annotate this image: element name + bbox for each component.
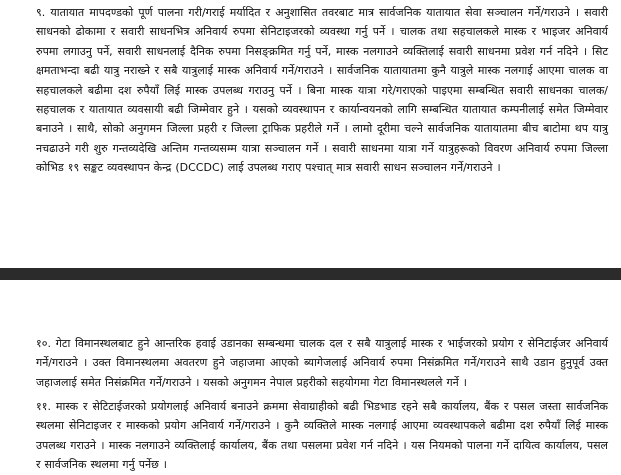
list-item-9 <box>36 3 608 178</box>
list-item-number: १०. <box>36 337 56 350</box>
list-item-text: यातायात मापदण्डको पूर्ण पालना गरी/गराई मर्यादित र अनुशासित तवरबाट मात्र सार्वजनिक यातायात सेवा सञ्चालन गर्ने/गराउने । सवारी साधनको ढोकामा र सवारी साधनभित्र अनिवार्य रुपमा सेनिटाइजरको व्यवस्था गर्नु पर्ने । चालक तथा सहचालकले मास्क र भाइजर अनिवार्य रुपमा लगाउनु पर्ने, सवारी साधनलाई दैनिक रुपमा निसङ्क्रमित गर्नु पर्ने, मास्क नलगाउने व्यक्तिलाई सवारी साधनमा प्रवेश गर्न नदिने । सिट क्षमताभन्दा बढी यात्रु नराख्ने र सबै यात्रुलाई मास्क अनिवार्य गर्ने/गराउने । सार्वजनिक यातायातमा कुनै यात्रुले मास्क नलगाई आएमा चालक वा सहचालकले बढीमा दश रुपैयाँ लिई मास्क उपलब्ध गराउनु पर्ने । बिना मास्क यात्रा गरे/गराएको पाइएमा सम्बन्धित सवारी साधनका चालक/सहचालक र यातायात व्यवसायी बढी जिम्मेवार हुने । यसको व्यवस्थापन र कार्यान्वयनको लागि सम्बन्धित यातायात कम्पनीलाई समेत जिम्मेवार बनाउने । साथै, सोको अनुगमन जिल्ला प्रहरी र जिल्ला ट्राफिक प्रहरीले गर्ने । लामो दूरीमा चल्ने सार्वजनिक यातायातमा बीच बाटोमा थप यात्रु नचढाउने गरी शुरु गन्तव्यदेखि अन्तिम गन्तव्यसम्म यात्रा सञ्चालन गर्ने । सवारी साधनमा यात्रा गर्ने यात्रुहरूको विवरण अनिवार्य रुपमा जिल्ला कोभिड १९ सङ्कट व्यवस्थापन केन्द्र (DCCDC) लाई उपलब्ध गराए पश्चात् मात्र सवारी साधन सञ्चालन गर्ने/गराउने । <box>36 6 608 175</box>
page-break-gap <box>0 268 621 280</box>
list-item-10 <box>36 334 608 392</box>
list-item-number: ११. <box>36 400 56 413</box>
list-item-11 <box>36 397 608 475</box>
list-item-number: ९. <box>36 6 51 19</box>
list-item-text: मास्क र सेटिटाईजरको प्रयोगलाई अनिवार्य बनाउने क्रममा सेवाग्राहीको बढी भिडभाड रहने सबै कार्यालय, बैंक र पसल जस्ता सार्वजनिक स्थलमा सेनिटाइजर र मास्कको प्रयोग अनिवार्य गर्ने/गराउने । कुनै व्यक्तिले मास्क नलगाई आएमा व्यवस्थापकले बढीमा दश रुपैयाँ लिई मास्क उपलब्ध गराउने । मास्क नलगाउने व्यक्तिलाई कार्यालय, बैंक तथा पसलमा प्रवेश गर्न नदिने । यस नियमको पालना गर्ने दायित्व कार्यालय, पसल र सार्वजनिक स्थलमा गर्नु पर्नेछ । <box>36 400 609 472</box>
list-item-text: गेटा विमानस्थलबाट हुने आन्तरिक हवाई उडानका सम्बन्धमा चालक दल र सबै यात्रुलाई मास्क र भाईजरको प्रयोग र सेनिटाईजर अनिवार्य गर्ने/गराउने । उक्त विमानस्थलमा अवतरण हुने जहाजमा आएको ब्यागेजलाई अनिवार्य रुपमा निसंक्रमित गर्ने/गराउने साथै उडान हुनुपूर्व उक्त जहाजलाई समेत निसंक्रमित गर्ने/गराउने । यसको अनुगमन नेपाल प्रहरीको सहयोगमा गेटा विमानस्थलले गर्ने । <box>36 337 609 389</box>
